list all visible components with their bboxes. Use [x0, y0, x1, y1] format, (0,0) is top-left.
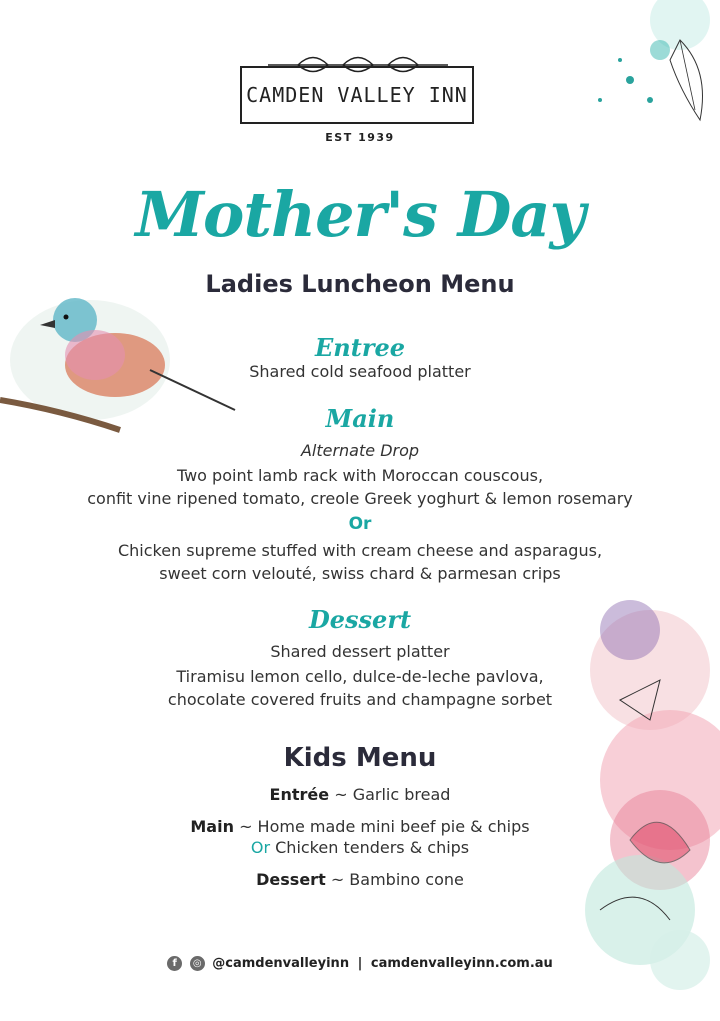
main-or: Or	[348, 514, 372, 534]
kids-entree-value: ~ Garlic bread	[334, 785, 451, 804]
dessert-item-3: chocolate covered fruits and champagne sorbet	[167, 690, 553, 709]
dessert-item-2: Tiramisu lemon cello, dulce-de-leche pavlova,	[176, 667, 544, 686]
page-title: Mother's Day	[135, 178, 585, 251]
dessert-heading: Dessert	[308, 605, 412, 634]
main-option1-line2: confit vine ripened tomato, creole Greek yoghurt & lemon rosemary	[87, 489, 633, 508]
kids-main-alt-value: Chicken tenders & chips	[275, 838, 470, 857]
main-option2-line1: Chicken supreme stuffed with cream cheese and asparagus,	[117, 541, 603, 560]
dessert-item-1: Shared dessert platter	[270, 642, 450, 661]
kids-menu-title: Kids Menu	[283, 743, 437, 773]
established-year: EST 1939	[325, 131, 395, 144]
entree-heading: Entree	[314, 333, 405, 362]
kids-main-or: Or	[250, 838, 271, 857]
main-option1-line1: Two point lamb rack with Moroccan couscous,	[176, 466, 544, 485]
top-right-watercolor	[560, 0, 720, 140]
kids-main-alt	[0, 838, 720, 857]
kids-main	[0, 817, 720, 836]
page-subtitle: Ladies Luncheon Menu	[205, 270, 515, 298]
kids-entree-label: Entrée	[269, 785, 330, 804]
instagram-icon[interactable]: ◎	[190, 956, 205, 971]
main-note: Alternate Drop	[300, 441, 420, 460]
logo-name: CAMDEN VALLEY INN	[246, 83, 468, 107]
kids-main-label: Main	[190, 817, 234, 836]
main-option2-line2: sweet corn velouté, swiss chard & parmesan crips	[159, 564, 561, 583]
entree-item: Shared cold seafood platter	[249, 362, 471, 381]
kids-dessert-label: Dessert	[256, 870, 326, 889]
footer-separator: |	[357, 956, 363, 971]
kids-entree	[0, 785, 720, 804]
logo	[240, 66, 474, 124]
footer	[0, 956, 720, 971]
kids-dessert	[0, 870, 720, 889]
main-heading: Main	[325, 404, 395, 433]
kids-dessert-value: ~ Bambino cone	[330, 870, 464, 889]
facebook-icon[interactable]: f	[167, 956, 182, 971]
website-link[interactable]: camdenvalleyinn.com.au	[370, 956, 553, 971]
kids-main-value: ~ Home made mini beef pie & chips	[239, 817, 530, 836]
social-handle[interactable]: @camdenvalleyinn	[212, 956, 350, 971]
